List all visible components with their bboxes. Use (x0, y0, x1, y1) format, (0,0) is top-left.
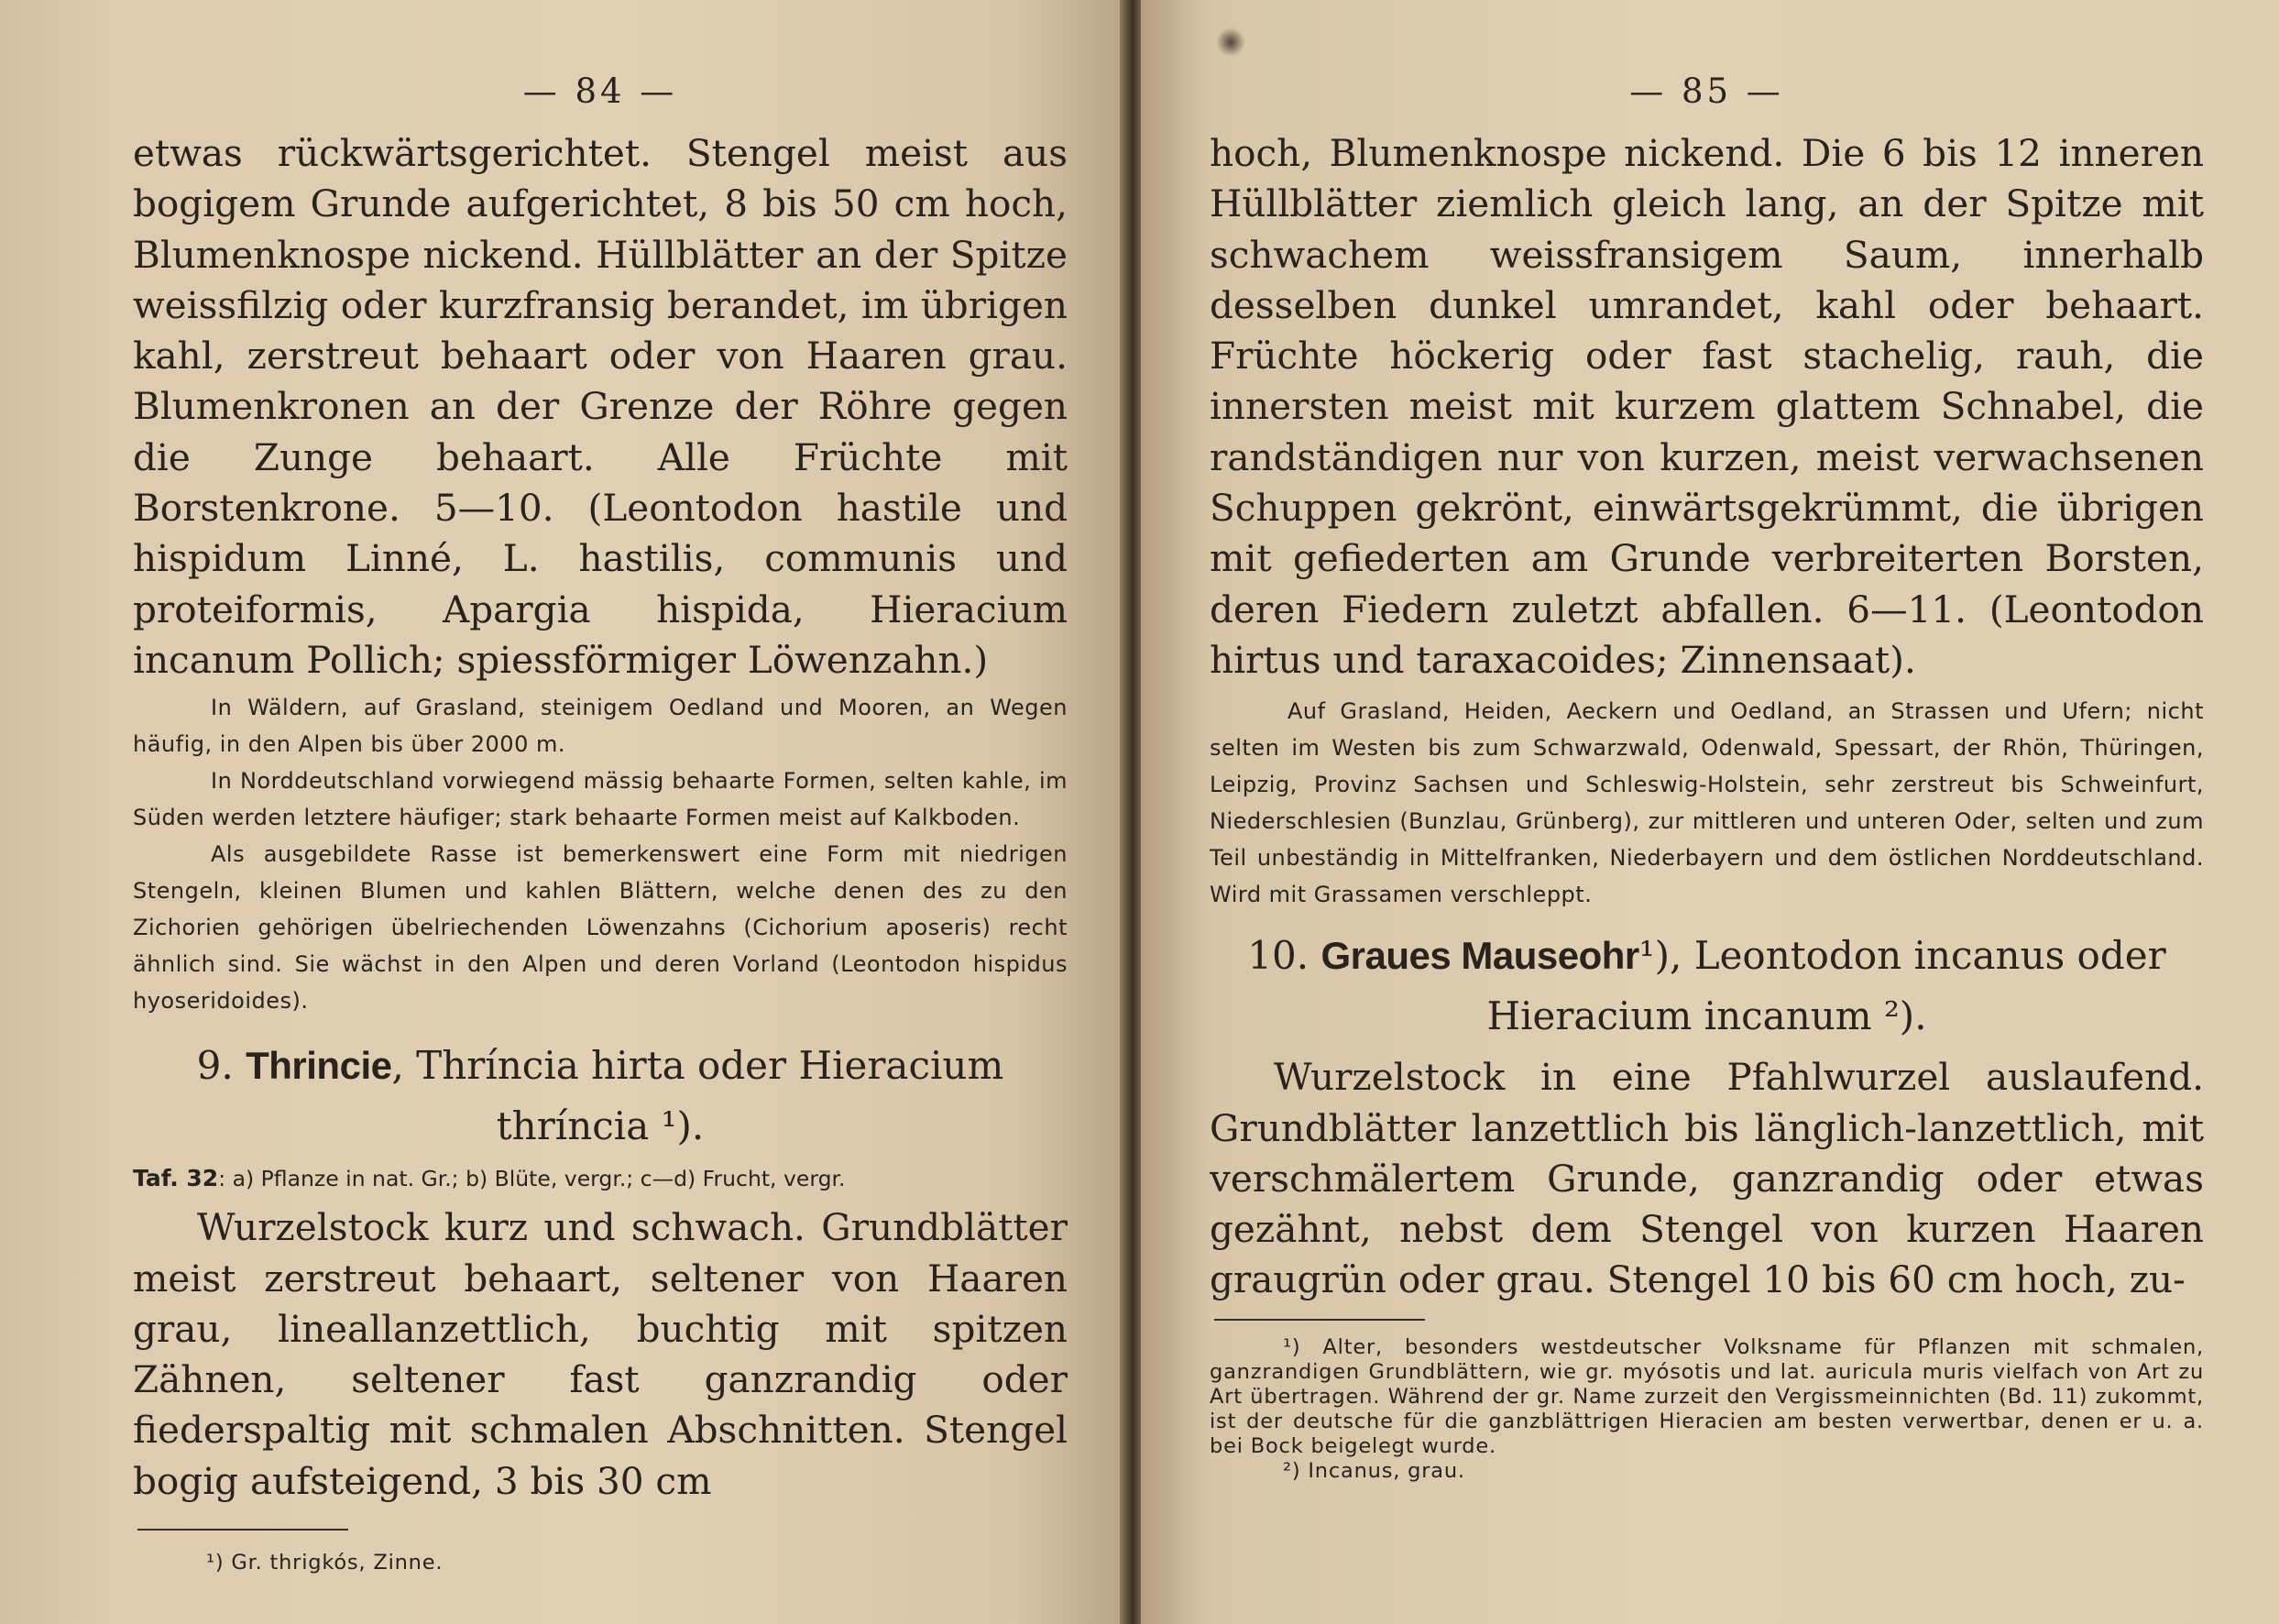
species-name: Graues Mauseohr (1320, 934, 1639, 978)
right-text-column (1210, 64, 2204, 1484)
species-heading (1210, 926, 2204, 1047)
page-number: — 85 — (1629, 71, 1784, 111)
habitat-note: Auf Grasland, Heiden, Aeckern und Oedland, an Strassen und Ufern; nicht selten im Westen bis zum Schwarzwald, Odenwald, Spessart, der Rhön, Thüringen, Leipzig, Provinz Sachsen und Schleswig-Holstein, sehr zerstreut bis Schweinfurt, Niederschlesien (Bunzlau, Grünberg), zur mittleren und unteren Oder, selten und zum Teil unbeständig in Mittelfranken, Niederbayern und dem östlichen Norddeutschland. Wird mit Grassamen verschleppt. (1210, 698, 2204, 908)
body-paragraph: etwas rückwärtsgerichtet. Stengel meist aus bogigem Grunde aufgerichtet, 8 bis 50 cm hoch, Blumenknospe nickend. Hüllblätter an der Spitze weissfilzig oder kurzfransig berandet, im übrigen kahl, zerstreut behaart oder von Haaren grau. Blumenkronen an der Grenze der Röhre gegen die Zunge behaart. Alle Früchte mit Borstenkrone. 5—10. (Leontodon hastile und hispidum Linné, L. hastilis, communis und proteiformis, Apargia hispida, Hieracium incanum Pollich; spiessförmiger Löwenzahn.) (133, 131, 1068, 682)
right-page (1141, 0, 2279, 1624)
footnote-rule (1214, 1319, 1425, 1321)
plate-reference (133, 1160, 1068, 1197)
species-synonyms: ¹), Leontodon incanus oder (1638, 933, 2166, 979)
species-name: Thrincie (246, 1044, 392, 1088)
habitat-note: In Norddeutschland vorwiegend mässig behaarte Formen, selten kahle, im Süden werden letztere häufiger; stark behaarte Formen meist auf Kalkboden. (133, 768, 1068, 831)
plate-description: : a) Pflanze in nat. Gr.; b) Blüte, vergr.; c—d) Frucht, vergr. (218, 1166, 846, 1192)
footnote: ²) Incanus, grau. (1283, 1458, 1465, 1483)
ink-spot (1216, 27, 1245, 57)
species-heading (133, 1036, 1068, 1157)
footnote: ¹) Gr. thrigkós, Zinne. (206, 1551, 444, 1575)
body-paragraph: hoch, Blumenknospe nickend. Die 6 bis 12 inneren Hüllblätter ziemlich gleich lang, an der Spitze mit schwachem weissfransigem Saum, innerhalb desselben dunkel umrandet, kahl oder behaart. Früchte höckerig oder fast stachelig, rauh, die innersten meist mit kurzem glattem Schnabel, die randständigen nur von kurzen, meist verwachsenen Schuppen gekrönt, einwärtsgekrümmt, die übrigen mit gefiederten am Grunde verbreiterten Borsten, deren Fiedern zuletzt abfallen. 6—11. (Leontodon hirtus und taraxacoides; Zinnensaat). (1210, 131, 2204, 682)
left-text-column (133, 64, 1068, 1575)
species-number: 9. (196, 1043, 234, 1089)
page-number: — 84 — (522, 71, 678, 111)
body-paragraph: Wurzelstock kurz und schwach. Grundblätter meist zerstreut behaart, seltener von Haaren grau, lineallanzettlich, buchtig mit spitzen Zähnen, seltener fast ganzrandig oder fiederspaltig mit schmalen Abschnitten. Stengel bogig aufsteigend, 3 bis 30 cm (133, 1205, 1068, 1503)
species-synonyms-cont: thríncia ¹). (496, 1103, 705, 1149)
body-paragraph: Wurzelstock in eine Pfahlwurzel auslaufend. Grundblätter lanzettlich bis länglich-lanzettlich, mit verschmälertem Grunde, ganzrandig oder etwas gezähnt, nebst dem Stengel von kurzen Haaren graugrün oder grau. Stengel 10 bis 60 cm hoch, zu- (1210, 1055, 2204, 1302)
species-number: 10. (1247, 933, 1309, 979)
left-page (0, 0, 1123, 1624)
species-synonyms-cont: Hieracium incanum ²). (1486, 993, 1927, 1039)
footnote-rule (137, 1529, 348, 1531)
species-synonyms: , Thríncia hirta oder Hieracium (391, 1043, 1004, 1089)
habitat-note: Als ausgebildete Rasse ist bemerkenswert eine Form mit niedrigen Stengeln, kleinen Blumen und kahlen Blättern, welche denen des zu den Zichorien gehörigen übelriechenden Löwenzahns (Cichorium aposeris) recht ähnlich sind. Sie wächst in den Alpen und deren Vorland (Leontodon hispidus hyoseridoides). (133, 841, 1068, 1015)
footnote: ¹) Alter, besonders westdeutscher Volksname für Pflanzen mit schmalen, ganzrandigen Grundblättern, wie gr. myósotis und lat. auricula muris vielfach von Art zu Art übertragen. Während der gr. Name zurzeit den Vergissmeinnichten (Bd. 11) zukommt, ist der deutsche für die ganzblättrigen Hieracien am besten verwertbar, denen er u. a. bei Bock beigelegt wurde. (1210, 1334, 2204, 1458)
plate-number: Taf. 32 (133, 1165, 219, 1192)
habitat-note: In Wäldern, auf Grasland, steinigem Oedland und Mooren, an Wegen häufig, in den Alpen bis über 2000 m. (133, 695, 1068, 758)
